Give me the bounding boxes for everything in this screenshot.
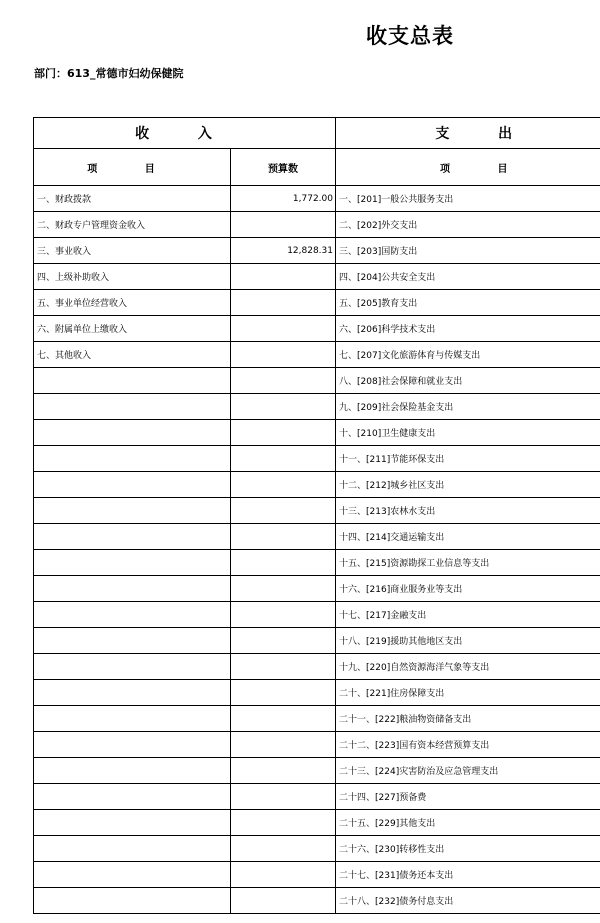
table-row: [34, 238, 600, 264]
table-row: [34, 706, 600, 732]
income-item-cell: 七、其他收入: [34, 342, 231, 368]
budget-amount-cell: 1,772.00: [231, 186, 336, 212]
table-row: [34, 602, 600, 628]
expense-item-cell: 十四、[214]交通运输支出: [336, 524, 600, 550]
budget-amount-cell: [231, 862, 336, 888]
expense-item-cell: 一、[201]一般公共服务支出: [336, 186, 600, 212]
income-item-cell: 四、上级补助收入: [34, 264, 231, 290]
expense-item-cell: 九、[209]社会保险基金支出: [336, 394, 600, 420]
table-row: [34, 316, 600, 342]
budget-amount-cell: [231, 836, 336, 862]
budget-amount-cell: [231, 212, 336, 238]
table-row: [34, 888, 600, 914]
expense-item-cell: 十五、[215]资源勘探工业信息等支出: [336, 550, 600, 576]
table-row: [34, 368, 600, 394]
budget-amount-cell: [231, 446, 336, 472]
income-item-cell: [34, 550, 231, 576]
income-item-cell: 一、财政拨款: [34, 186, 231, 212]
table-row: [34, 550, 600, 576]
budget-amount-cell: [231, 680, 336, 706]
income-item-cell: [34, 654, 231, 680]
table-row: [34, 784, 600, 810]
expense-item-cell: 十一、[211]节能环保支出: [336, 446, 600, 472]
income-item-cell: [34, 888, 231, 914]
income-item-cell: [34, 628, 231, 654]
expense-item-cell: 二十二、[223]国有资本经营预算支出: [336, 732, 600, 758]
expense-item-cell: 十九、[220]自然资源海洋气象等支出: [336, 654, 600, 680]
budget-amount-cell: [231, 810, 336, 836]
table-row: [34, 628, 600, 654]
table-row: [34, 394, 600, 420]
table-row: [34, 654, 600, 680]
table-row: [34, 524, 600, 550]
expense-item-cell: 二十、[221]住房保障支出: [336, 680, 600, 706]
budget-amount-cell: [231, 888, 336, 914]
income-item-cell: 六、附属单位上缴收入: [34, 316, 231, 342]
expense-item-cell: 五、[205]教育支出: [336, 290, 600, 316]
expense-item-cell: 十二、[212]城乡社区支出: [336, 472, 600, 498]
table-row: [34, 420, 600, 446]
table-row: [34, 732, 600, 758]
expense-item-cell: 二十一、[222]粮油物资储备支出: [336, 706, 600, 732]
table-row: [34, 342, 600, 368]
budget-amount-cell: [231, 784, 336, 810]
department-label: 部门：613_常德市妇幼保健院: [34, 67, 184, 80]
income-item-cell: [34, 524, 231, 550]
income-item-cell: [34, 368, 231, 394]
expense-item-cell: 二十三、[224]灾害防治及应急管理支出: [336, 758, 600, 784]
income-item-cell: [34, 498, 231, 524]
budget-amount-cell: [231, 654, 336, 680]
expense-item-cell: 十、[210]卫生健康支出: [336, 420, 600, 446]
table-row: [34, 212, 600, 238]
table-row: [34, 446, 600, 472]
expense-item-cell: 二十四、[227]预备费: [336, 784, 600, 810]
budget-amount-cell: [231, 758, 336, 784]
expense-item-cell: 十八、[219]援助其他地区支出: [336, 628, 600, 654]
budget-amount-cell: [231, 550, 336, 576]
income-item-cell: 二、财政专户管理资金收入: [34, 212, 231, 238]
budget-amount-cell: [231, 420, 336, 446]
budget-amount-cell: [231, 472, 336, 498]
income-item-header: 项 目: [34, 149, 231, 186]
income-item-cell: 三、事业收入: [34, 238, 231, 264]
income-item-cell: [34, 602, 231, 628]
column-header-row: [34, 149, 600, 186]
table-row: [34, 758, 600, 784]
expense-item-cell: 二、[202]外交支出: [336, 212, 600, 238]
table-row: [34, 862, 600, 888]
income-item-cell: [34, 680, 231, 706]
expense-item-cell: 六、[206]科学技术支出: [336, 316, 600, 342]
budget-amount-cell: [231, 394, 336, 420]
budget-amount-cell: [231, 732, 336, 758]
table-row: [34, 290, 600, 316]
budget-amount-cell: [231, 628, 336, 654]
income-item-cell: [34, 784, 231, 810]
income-item-cell: [34, 394, 231, 420]
table-row: [34, 264, 600, 290]
expense-item-cell: 二十八、[232]债务付息支出: [336, 888, 600, 914]
expense-item-cell: 二十六、[230]转移性支出: [336, 836, 600, 862]
budget-amount-cell: [231, 576, 336, 602]
income-item-cell: [34, 576, 231, 602]
income-expense-table: [33, 117, 600, 914]
income-section-header: 收 入: [34, 118, 336, 149]
budget-amount-cell: 12,828.31: [231, 238, 336, 264]
budget-amount-cell: [231, 524, 336, 550]
table-row: [34, 810, 600, 836]
expense-item-cell: 八、[208]社会保障和就业支出: [336, 368, 600, 394]
table-row: [34, 186, 600, 212]
budget-amount-cell: [231, 264, 336, 290]
expense-item-cell: 十三、[213]农林水支出: [336, 498, 600, 524]
table-row: [34, 472, 600, 498]
report-title: 收支总表: [366, 23, 454, 48]
expense-item-cell: 十七、[217]金融支出: [336, 602, 600, 628]
expense-item-header: 项 目: [336, 149, 600, 186]
income-item-cell: [34, 732, 231, 758]
income-item-cell: [34, 758, 231, 784]
expense-item-cell: 二十七、[231]债务还本支出: [336, 862, 600, 888]
expense-item-cell: 十六、[216]商业服务业等支出: [336, 576, 600, 602]
budget-amount-cell: [231, 368, 336, 394]
income-item-cell: [34, 706, 231, 732]
budget-amount-cell: [231, 706, 336, 732]
table-row: [34, 836, 600, 862]
budget-amount-cell: [231, 498, 336, 524]
expense-item-cell: 七、[207]文化旅游体育与传媒支出: [336, 342, 600, 368]
budget-amount-cell: [231, 342, 336, 368]
income-item-cell: [34, 836, 231, 862]
expense-item-cell: 二十五、[229]其他支出: [336, 810, 600, 836]
table-row: [34, 498, 600, 524]
expense-section-header: 支 出: [336, 118, 600, 149]
income-item-cell: [34, 446, 231, 472]
table-row: [34, 680, 600, 706]
income-item-cell: [34, 862, 231, 888]
budget-amount-cell: [231, 316, 336, 342]
budget-amount-cell: [231, 290, 336, 316]
budget-amount-header: 预算数: [231, 149, 336, 186]
budget-amount-cell: [231, 602, 336, 628]
expense-item-cell: 三、[203]国防支出: [336, 238, 600, 264]
table-row: [34, 576, 600, 602]
income-item-cell: 五、事业单位经营收入: [34, 290, 231, 316]
section-header-row: [34, 118, 600, 149]
income-item-cell: [34, 472, 231, 498]
income-item-cell: [34, 810, 231, 836]
expense-item-cell: 四、[204]公共安全支出: [336, 264, 600, 290]
income-item-cell: [34, 420, 231, 446]
